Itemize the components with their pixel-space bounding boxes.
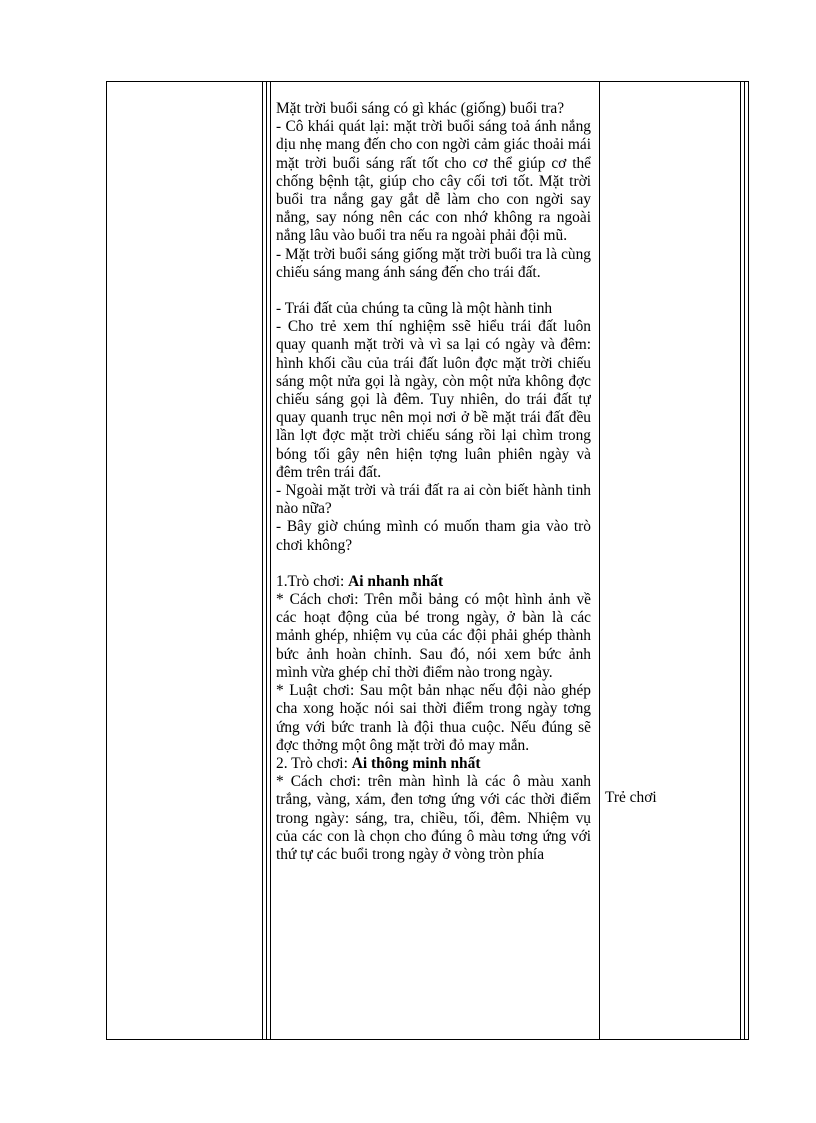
column-divider-2 — [599, 81, 600, 1040]
table-top-border — [106, 81, 748, 82]
column-divider-1b — [266, 81, 267, 1040]
paragraph: - Cô khái quát lại: mặt trời buổi sáng toả ánh nắng dịu nhẹ mang đến cho con ngời cảm giác thoải mái mặt trời buổi sáng rất tốt cho cơ thể giúp cơ thể chống bệnh tật, giúp cho cây cối tơi tốt. Mặt trời buổi tra nắng gay gắt dễ làm cho con ngời say nắng, say nóng nên các con nhớ không ra ngoài nắng lâu vào buổi tra nếu ra ngoài phải đội mũ. — [276, 118, 591, 245]
column-divider-3a — [740, 81, 741, 1040]
game-1-prefix: 1.Trò chơi: — [276, 572, 349, 590]
child-activity-cell: Trẻ chơi — [605, 789, 657, 806]
paragraph: - Bây giờ chúng mình có muốn tham gia vào trò chơi không? — [276, 518, 591, 554]
column-divider-1c — [270, 81, 271, 1040]
paragraph: * Cách chơi: Trên mỗi bảng có một hình ảnh về các hoạt động của bé trong ngày, ở bàn là các mảnh ghép, nhiệm vụ của các đội phải ghép thành bức ảnh hoàn chỉnh. Sau đó, nói xem bức ảnh mình vừa ghép chỉ thời điểm nào trong ngày. — [276, 591, 591, 681]
activity-content-cell — [276, 100, 591, 1038]
column-divider-1a — [262, 81, 263, 1040]
paragraph: Mặt trời buổi sáng có gì khác (giống) buổi tra? — [276, 100, 565, 117]
column-divider-3b — [744, 81, 745, 1040]
table-right-border — [748, 81, 749, 1040]
paragraph: - Ngoài mặt trời và trái đất ra ai còn biết hành tinh nào nữa? — [276, 482, 591, 518]
game-2-prefix: 2. Trò chơi: — [276, 754, 352, 772]
paragraph: - Cho trẻ xem thí nghiệm ssẽ hiểu trái đất luôn quay quanh mặt trời và vì sa lại có ngày và đêm: hình khối cầu của trái đất luôn đợc mặt trời chiếu sáng một nửa gọi là ngày, còn một nửa không đợc chiếu sáng gọi là đêm. Tuy nhiên, do trái đất tự quay quanh trục nên mọi nơi ở bề mặt trái đất đều lần lợt đợc mặt trời chiếu sáng rồi lại chìm trong bóng tối gây nên hiện tợng luân phiên ngày và đêm trên trái đất. — [276, 318, 591, 481]
paragraph: * Luật chơi: Sau một bản nhạc nếu đội nào ghép cha xong hoặc nói sai thời điểm trong ngày tơng ứng với bức tranh là đội thua cuộc. Nếu đúng sẽ đợc thởng một ông mặt trời đỏ may mắn. — [276, 682, 591, 754]
game-1-heading — [276, 573, 591, 591]
game-1-name: Ai nhanh nhất — [348, 572, 444, 590]
paragraph: * Cách chơi: trên màn hình là các ô màu xanh trắng, vàng, xám, đen tơng ứng với các thời điểm trong ngày: sáng, tra, chiều, tối, đêm. Nhiệm vụ của các con là chọn cho đúng ô màu tơng ứng với thứ tự các buổi trong ngày ở vòng tròn phía — [276, 773, 591, 863]
paragraph: - Mặt trời buổi sáng giống mặt trời buổi tra là cùng chiếu sáng mang ánh sáng đến cho trái đất. — [276, 245, 591, 281]
game-2-heading — [276, 755, 591, 773]
paragraph: - Trái đất của chúng ta cũng là một hành tinh — [276, 300, 553, 318]
table-bottom-border — [106, 1039, 748, 1040]
game-2-name: Ai thông minh nhất — [351, 754, 481, 772]
table-left-border — [106, 81, 107, 1040]
